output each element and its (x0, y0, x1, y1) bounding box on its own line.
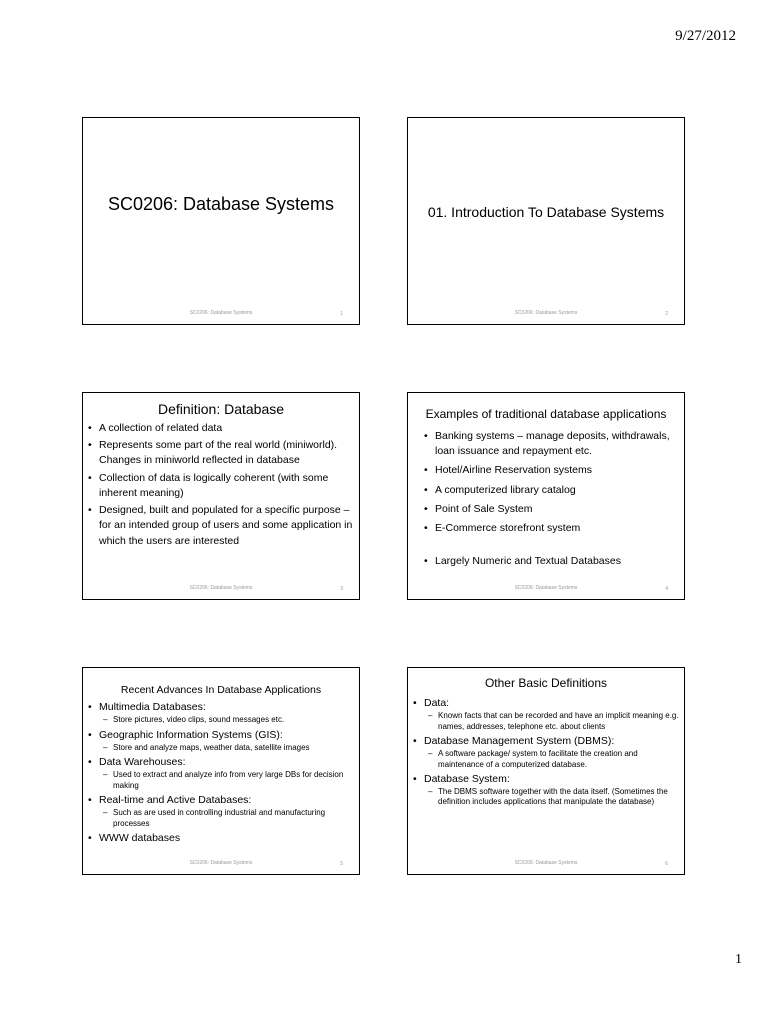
list-item (99, 728, 355, 754)
list-item: • Designed, built and populated for a specific purpose – for an intended group of users and some application in which the users are interested (99, 503, 355, 549)
item-label: Database System: (424, 772, 510, 785)
slide-number: 5 (340, 861, 343, 867)
sub-item: – Such as are used in controlling industrial and manufacturing processes (113, 808, 355, 829)
slide-title: Definition: Database (157, 401, 285, 417)
slide-3 (82, 392, 360, 600)
sub-item: – The DBMS software together with the data itself. (Sometimes the definition includes applications that manipulate the database) (438, 787, 680, 808)
slide-title: Recent Advances In Database Applications (120, 684, 322, 696)
list-item: • Collection of data is logically coherent (with some inherent meaning) (99, 471, 355, 501)
slide-6 (407, 667, 685, 875)
slide-footer: SC0206: Database Systems (189, 585, 253, 591)
slide-title: SC0206: Database Systems (107, 194, 335, 214)
item-label: Geographic Information Systems (GIS): (99, 728, 283, 741)
list-item (424, 772, 680, 808)
slide-5 (82, 667, 360, 875)
page-number: 1 (735, 952, 742, 967)
sub-item: – Store pictures, video clips, sound messages etc. (113, 715, 355, 725)
sub-item: – Known facts that can be recorded and have an implicit meaning e.g. names, addresses, telephone etc. about clients (438, 711, 680, 732)
list-item: • Banking systems – manage deposits, withdrawals, loan issuance and repayment etc. (435, 429, 670, 459)
slide-title: Examples of traditional database applications (425, 407, 667, 421)
bullet-list (83, 421, 359, 549)
list-item: • Represents some part of the real world (miniworld). Changes in miniworld reflected in database (99, 438, 355, 468)
slide-number: 2 (665, 311, 668, 317)
list-item (99, 755, 355, 791)
sub-item: – Used to extract and analyze info from very large DBs for decision making (113, 770, 355, 791)
slide-4 (407, 392, 685, 600)
slide-footer: SC0206: Database Systems (514, 310, 578, 316)
slide-1 (82, 117, 360, 325)
list-item: • E-Commerce storefront system (435, 521, 670, 536)
slide-number: 3 (340, 586, 343, 592)
slide-title: 01. Introduction To Database Systems (427, 204, 665, 220)
slide-footer: SC0206: Database Systems (189, 860, 253, 866)
list-item: • Point of Sale System (435, 502, 670, 517)
slide-number: 6 (665, 861, 668, 867)
list-item (424, 696, 680, 732)
sub-item: – A software package/ system to facilitate the creation and maintenance of a computerized database. (438, 749, 680, 770)
slide-footer: SC0206: Database Systems (514, 860, 578, 866)
list-item (99, 793, 355, 829)
print-date: 9/27/2012 (675, 28, 736, 44)
item-label: Real-time and Active Databases: (99, 794, 252, 807)
list-item (424, 734, 680, 770)
item-label: Database Management System (DBMS): (424, 734, 615, 747)
list-item: • A collection of related data (99, 421, 355, 436)
list-item: • Hotel/Airline Reservation systems (435, 463, 670, 478)
item-label: Data: (424, 697, 450, 709)
slide-number: 4 (665, 586, 668, 592)
item-label: WWW databases (99, 832, 181, 845)
item-label: Multimedia Databases: (99, 701, 206, 713)
slide-number: 1 (340, 311, 343, 317)
sub-item: – Store and analyze maps, weather data, satellite images (113, 743, 355, 753)
bullet-list (408, 696, 684, 808)
list-item (99, 831, 355, 845)
list-item: • Largely Numeric and Textual Databases (435, 554, 670, 569)
slide-footer: SC0206: Database Systems (189, 310, 253, 316)
slide-title: Other Basic Definitions (484, 676, 608, 690)
slide-2 (407, 117, 685, 325)
list-item (99, 700, 355, 726)
bullet-list (83, 700, 359, 845)
bullet-list (408, 429, 684, 570)
list-item: • A computerized library catalog (435, 483, 670, 498)
item-label: Data Warehouses: (99, 756, 186, 769)
slide-footer: SC0206: Database Systems (514, 585, 578, 591)
